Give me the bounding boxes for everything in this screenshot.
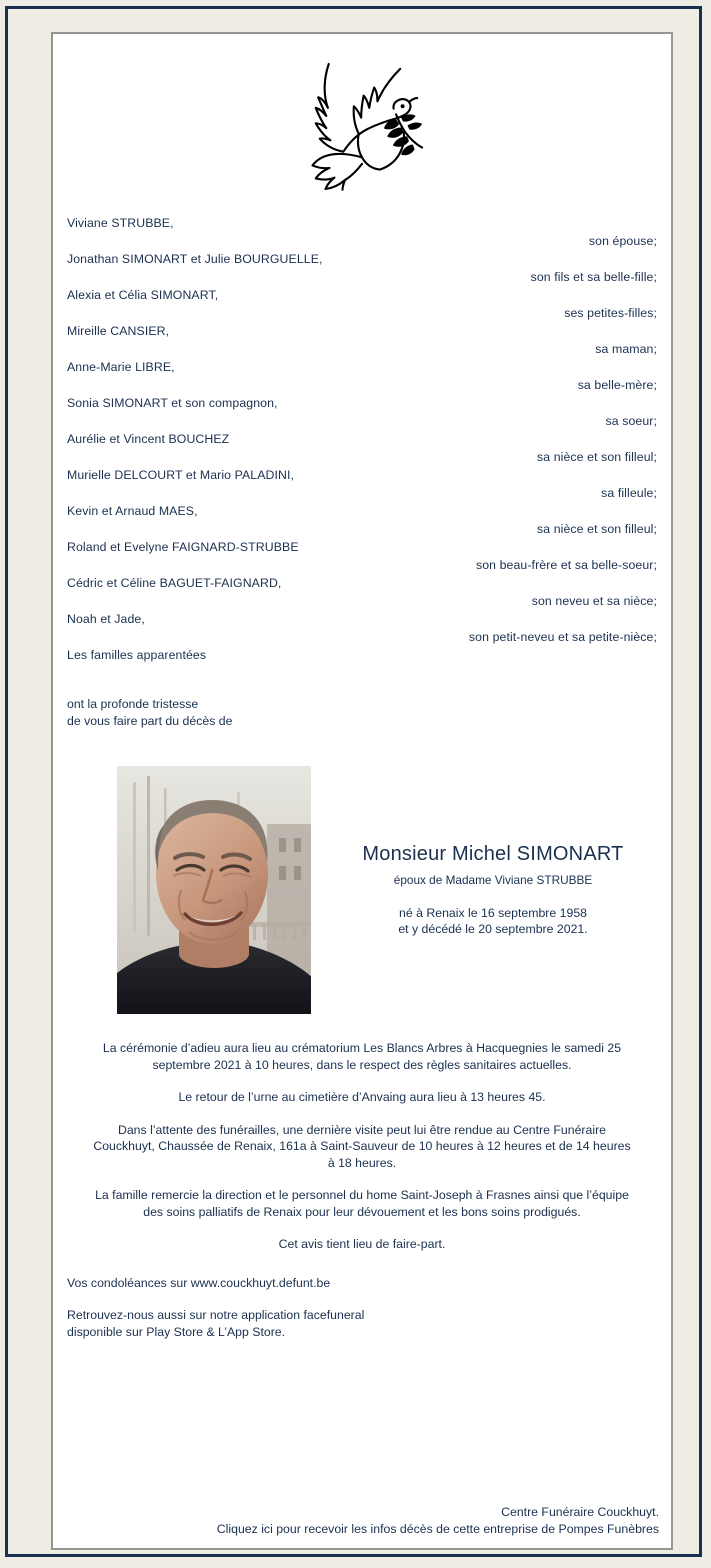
announcement-line-2: de vous faire part du décès de xyxy=(67,714,233,728)
roster-relation: son neveu et sa nièce; xyxy=(531,594,657,608)
roster-name: Aurélie et Vincent BOUCHEZ xyxy=(67,432,230,446)
roster-name: Cédric et Céline BAGUET-FAIGNARD, xyxy=(67,576,282,590)
roster-relation: son épouse; xyxy=(588,234,657,248)
app-promo-line-2: disponible sur Play Store & L’App Store. xyxy=(67,1324,286,1339)
roster-relation: sa belle-mère; xyxy=(577,378,657,392)
ceremony-paragraph: La famille remercie la direction et le personnel du home Saint-Joseph à Frasnes ainsi que l’équipe des soins palliatifs de Renaix pour leur dévouement et les bons soins prodigués. xyxy=(95,1188,629,1219)
roster-name: Roland et Evelyne FAIGNARD-STRUBBE xyxy=(67,540,299,554)
app-promo xyxy=(67,1307,657,1340)
identity-section xyxy=(53,766,671,1024)
roster-relation: sa soeur; xyxy=(605,414,657,428)
ceremony-paragraph: Le retour de l’urne au cimetière d’Anvaing aura lieu à 13 heures 45. xyxy=(178,1090,546,1104)
roster-row xyxy=(67,252,657,288)
family-roster xyxy=(53,216,671,730)
footer-cta-link[interactable]: Cliquez ici pour recevoir les infos décès de cette entreprise de Pompes Funèbres xyxy=(216,1522,659,1536)
portrait-photo xyxy=(117,766,311,1014)
roster-name: Viviane STRUBBE, xyxy=(67,216,174,230)
ceremony-paragraph: Dans l’attente des funérailles, une dernière visite peut lui être rendue au Centre Funéraire Couckhuyt, Chaussée de Renaix, 161a à Saint-Sauveur de 10 heures à 12 heures et de 14 heures à 18 heures. xyxy=(93,1122,631,1170)
roster-name: Murielle DELCOURT et Mario PALADINI, xyxy=(67,468,295,482)
app-promo-line-1: Retrouvez-nous aussi sur notre application facefuneral xyxy=(67,1308,365,1322)
roster-relation: son beau-frère et sa belle-soeur; xyxy=(475,558,657,572)
roster-row xyxy=(67,504,657,540)
roster-relation: sa nièce et son filleul; xyxy=(537,450,657,464)
identity-text-block xyxy=(315,842,671,937)
outer-page-frame xyxy=(5,6,702,1557)
roster-name: Alexia et Célia SIMONART, xyxy=(67,288,219,302)
roster-row xyxy=(67,216,657,252)
footer-company: Centre Funéraire Couckhuyt. xyxy=(501,1505,659,1519)
roster-relation: son petit-neveu et sa petite-nièce; xyxy=(468,630,657,644)
ceremony-paragraph: La cérémonie d’adieu aura lieu au crématorium Les Blancs Arbres à Hacquegnies le samedi 25 septembre 2021 à 10 heures, dans le respect des règles sanitaires actuelles. xyxy=(102,1041,622,1072)
roster-row xyxy=(67,540,657,576)
announcement-card xyxy=(51,32,673,1550)
roster-relation: sa nièce et son filleul; xyxy=(537,522,657,536)
roster-name: Les familles apparentées xyxy=(67,648,207,662)
roster-row xyxy=(67,288,657,324)
roster-relation: son fils et sa belle-fille; xyxy=(530,270,657,284)
roster-name: Jonathan SIMONART et Julie BOURGUELLE, xyxy=(67,252,323,266)
death-line: et y décédé le 20 septembre 2021. xyxy=(398,922,588,936)
roster-relation: ses petites-filles; xyxy=(564,306,657,320)
roster-row xyxy=(67,468,657,504)
roster-name: Noah et Jade, xyxy=(67,612,145,626)
roster-row xyxy=(67,396,657,432)
roster-row xyxy=(67,576,657,612)
notes-section xyxy=(53,1275,671,1341)
deceased-name: Monsieur Michel SIMONART xyxy=(362,843,624,865)
ceremony-paragraph: Cet avis tient lieu de faire-part. xyxy=(278,1237,446,1251)
dove-with-olive-branch-icon xyxy=(293,45,431,195)
roster-row xyxy=(67,432,657,468)
roster-relation: sa filleule; xyxy=(601,486,657,500)
condolences-label: Vos condoléances sur xyxy=(67,1275,191,1290)
roster-name: Kevin et Arnaud MAES, xyxy=(67,504,198,518)
footer xyxy=(217,1504,659,1538)
roster-name: Mireille CANSIER, xyxy=(67,324,170,338)
life-dates xyxy=(315,905,671,937)
roster-name: Anne-Marie LIBRE, xyxy=(67,360,175,374)
roster-row xyxy=(67,360,657,396)
roster-relation: sa maman; xyxy=(595,342,657,356)
ceremony-details xyxy=(53,1040,671,1253)
birth-line: né à Renaix le 16 septembre 1958 xyxy=(399,906,587,920)
condolences-line xyxy=(67,1275,657,1292)
roster-row xyxy=(67,648,657,684)
condolences-link[interactable]: www.couckhuyt.defunt.be xyxy=(190,1275,331,1290)
announcement-intro xyxy=(67,696,657,730)
roster-row xyxy=(67,324,657,360)
roster-name: Sonia SIMONART et son compagnon, xyxy=(67,396,278,410)
dove-illustration xyxy=(53,34,671,202)
spouse-line: époux de Madame Viviane STRUBBE xyxy=(393,873,593,887)
announcement-line-1: ont la profonde tristesse xyxy=(67,697,199,711)
roster-row xyxy=(67,612,657,648)
